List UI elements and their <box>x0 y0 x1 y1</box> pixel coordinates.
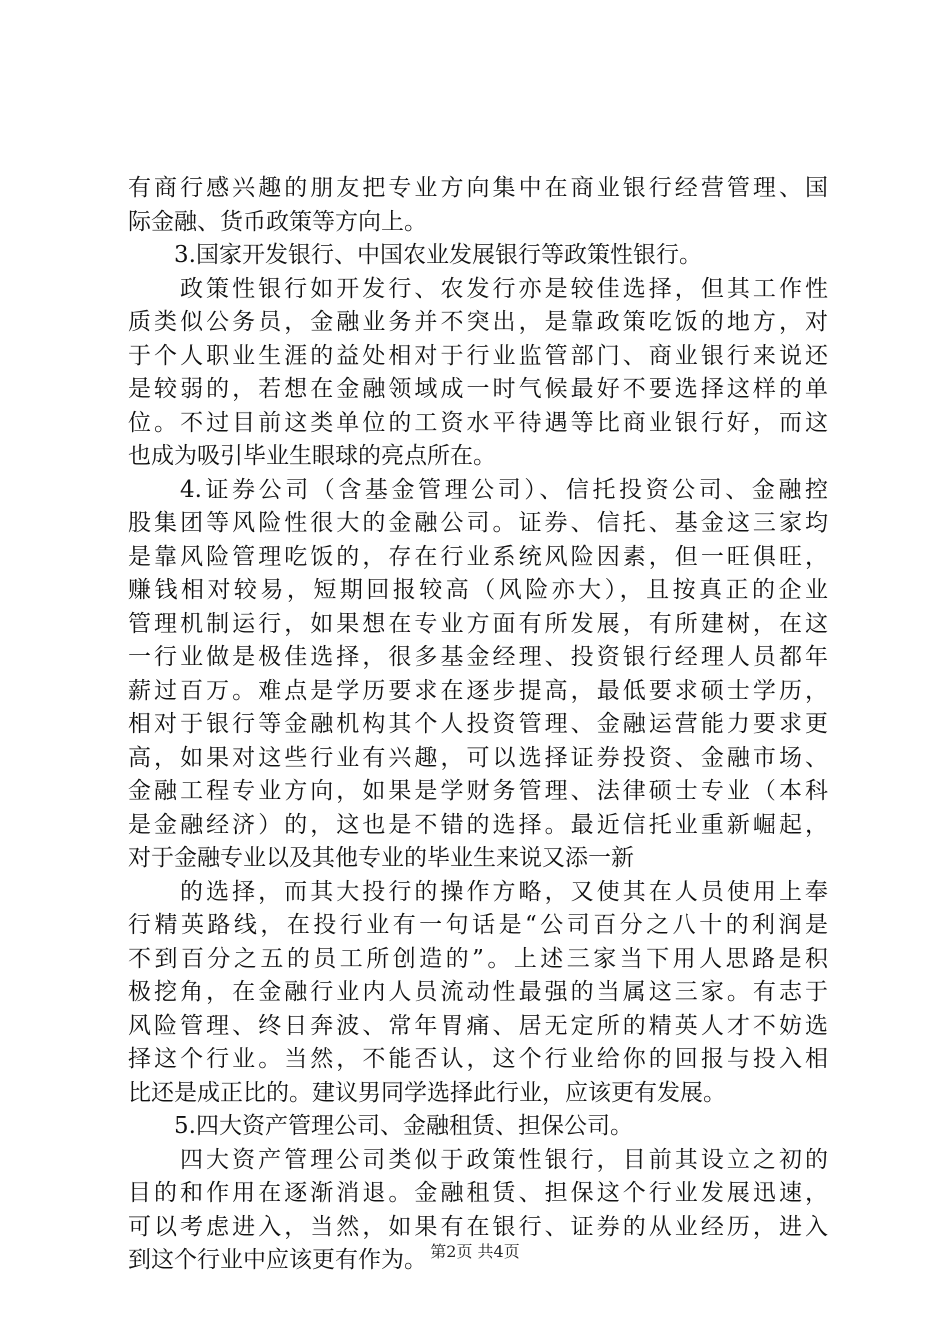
text-line: 管理机制运行，如果想在专业方面有所发展，有所建树，在这 <box>128 610 828 637</box>
text-line: 可以考虑进入，当然，如果有在银行、证券的从业经历，进入 <box>128 1213 828 1240</box>
text-line: 高，如果对这些行业有兴趣，可以选择证券投资、金融市场、 <box>128 744 828 771</box>
text-line: 对于金融专业以及其他专业的毕业生来说又添一新 <box>128 845 634 871</box>
text-line: 比还是成正比的。建议男同学选择此行业，应该更有发展。 <box>128 1079 726 1106</box>
text-line: 的选择，而其大投行的操作方略，又使其在人员使用上奉 <box>180 878 828 905</box>
section-heading: 3.国家开发银行、中国农业发展银行等政策性银行。 <box>174 242 702 268</box>
text-line: 赚钱相对较易，短期回报较高（风险亦大），且按真正的企业 <box>128 577 828 603</box>
text-line: 也成为吸引毕业生眼球的亮点所在。 <box>128 443 496 469</box>
text-line: 有商行感兴趣的朋友把专业方向集中在商业银行经营管理、国 <box>128 175 828 201</box>
text-line: 股集团等风险性很大的金融公司。证券、信托、基金这三家均 <box>128 510 828 536</box>
text-line: 行精英路线，在投行业有一句话是“公司百分之八十的利润是 <box>128 912 828 938</box>
text-line: 到这个行业中应该更有作为。 <box>128 1247 427 1273</box>
text-line: 相对于银行等金融机构其个人投资管理、金融运营能力要求更 <box>128 711 828 737</box>
text-line: 际金融、货币政策等方向上。 <box>128 208 427 235</box>
text-line: 不到百分之五的员工所创造的”。上述三家当下用人思路是积 <box>128 945 828 972</box>
text-line: 是靠风险管理吃饭的，存在行业系统风险因素，但一旺俱旺， <box>128 543 828 570</box>
text-line: 是较弱的，若想在金融领域成一时气候最好不要选择这样的单 <box>128 376 828 402</box>
section-heading: 5.四大资产管理公司、金融租赁、担保公司。 <box>174 1113 633 1139</box>
text-line: 是金融经济）的，这也是不错的选择。最近信托业重新崛起， <box>128 811 828 838</box>
text-line: 4.证券公司（含基金管理公司）、信托投资公司、金融控 <box>180 476 828 503</box>
text-line: 政策性银行如开发行、农发行亦是较佳选择，但其工作性 <box>180 275 828 302</box>
page-number-footer: 第2页 共4页 <box>430 1242 520 1261</box>
text-line: 四大资产管理公司类似于政策性银行，目前其设立之初的 <box>180 1146 828 1173</box>
text-line: 质类似公务员，金融业务并不突出，是靠政策吃饭的地方，对 <box>128 309 828 335</box>
text-line: 薪过百万。难点是学历要求在逐步提高，最低要求硕士学历， <box>128 677 828 704</box>
text-line: 一行业做是极佳选择，很多基金经理、投资银行经理人员都年 <box>128 644 828 670</box>
text-line: 极挖角，在金融行业内人员流动性最强的当属这三家。有志于 <box>128 979 828 1005</box>
text-line: 于个人职业生涯的益处相对于行业监管部门、商业银行来说还 <box>128 342 828 369</box>
text-line: 目的和作用在逐渐消退。金融租赁、担保这个行业发展迅速， <box>128 1180 828 1206</box>
text-line: 金融工程专业方向，如果是学财务管理、法律硕士专业（本科 <box>128 778 828 804</box>
text-line: 位。不过目前这类单位的工资水平待遇等比商业银行好，而这 <box>128 409 828 436</box>
text-line: 风险管理、终日奔波、常年胃痛、居无定所的精英人才不妨选 <box>128 1012 828 1039</box>
document-body <box>128 172 828 1278</box>
text-line: 择这个行业。当然，不能否认，这个行业给你的回报与投入相 <box>128 1046 828 1072</box>
